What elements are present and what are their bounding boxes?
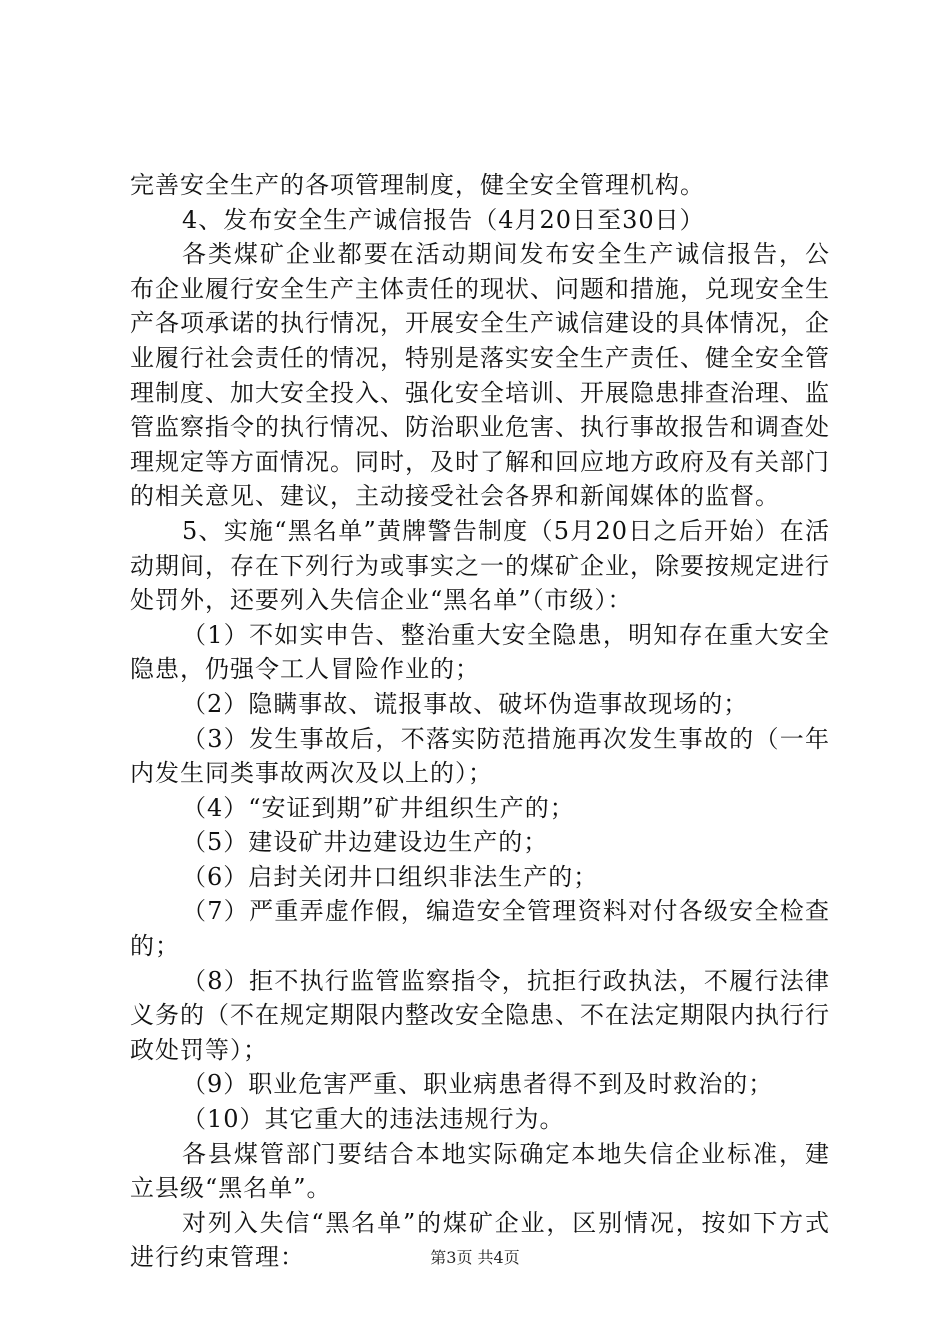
list-item-9: （9）职业危害严重、职业病患者得不到及时救治的； [182,1070,774,1099]
list-item-8: （8）拒不执行监管监察指令，抗拒行政执法，不履行法律义务的（不在规定期限内整改安全隐患、不在法定期限内执行行政处罚等）； [130,966,830,1064]
list-item-7: （7）严重弄虚作假，编造安全管理资料对付各级安全检查的； [130,897,830,961]
paragraph-county-blacklist: 各县煤管部门要结合本地实际确定本地失信企业标准，建立县级“黑名单”。 [130,1139,830,1203]
paragraph-constraint-management: 对列入失信“黑名单”的煤矿企业，区别情况，按如下方式进行约束管理： [130,1208,830,1272]
list-item-3: （3）发生事故后，不落实防范措施再次发生事故的（一年内发生同类事故两次及以上的）； [130,724,830,788]
paragraph-continuation: 完善安全生产的各项管理制度，健全安全管理机构。 [130,171,705,199]
section-heading-5: 5、实施“黑名单”黄牌警告制度（5月20日之后开始）在活动期间，存在下列行为或事实之一的煤矿企业，除要按规定进行处罚外，还要列入失信企业“黑名单”（市级）： [130,516,830,615]
list-item-5: （5）建设矿井边建设边生产的； [182,828,549,857]
paragraph-integrity-report: 各类煤矿企业都要在活动期间发布安全生产诚信报告，公布企业履行安全生产主体责任的现状、问题和措施，兑现安全生产各项承诺的执行情况，开展安全生产诚信建设的具体情况，企业履行社会责任的情况，特别是落实安全生产责任、健全安全管理制度、加大安全投入、强化安全培训、开展隐患排查治理、监管监察指令的执行情况、防治职业危害、执行事故报告和调查处理规定等方面情况。同时，及时了解和回应地方政府及有关部门的相关意见、建议，主动接受社会各界和新闻媒体的监督。 [130,240,830,511]
document-body [130,168,830,1275]
list-item-4: （4）“安证到期”矿井组织生产的； [182,793,575,822]
list-item-6: （6）启封关闭井口组织非法生产的； [182,862,599,891]
section-heading-4: 4、发布安全生产诚信报告（4月20日至30日） [182,205,705,234]
list-item-2: （2）隐瞒事故、谎报事故、破坏伪造事故现场的； [182,689,749,718]
list-item-10: （10）其它重大的违法违规行为。 [182,1105,565,1134]
page-number-footer: 第3页 共4页 [430,1248,520,1267]
list-item-1: （1）不如实申告、整治重大安全隐患，明知存在重大安全隐患，仍强令工人冒险作业的； [130,620,830,684]
